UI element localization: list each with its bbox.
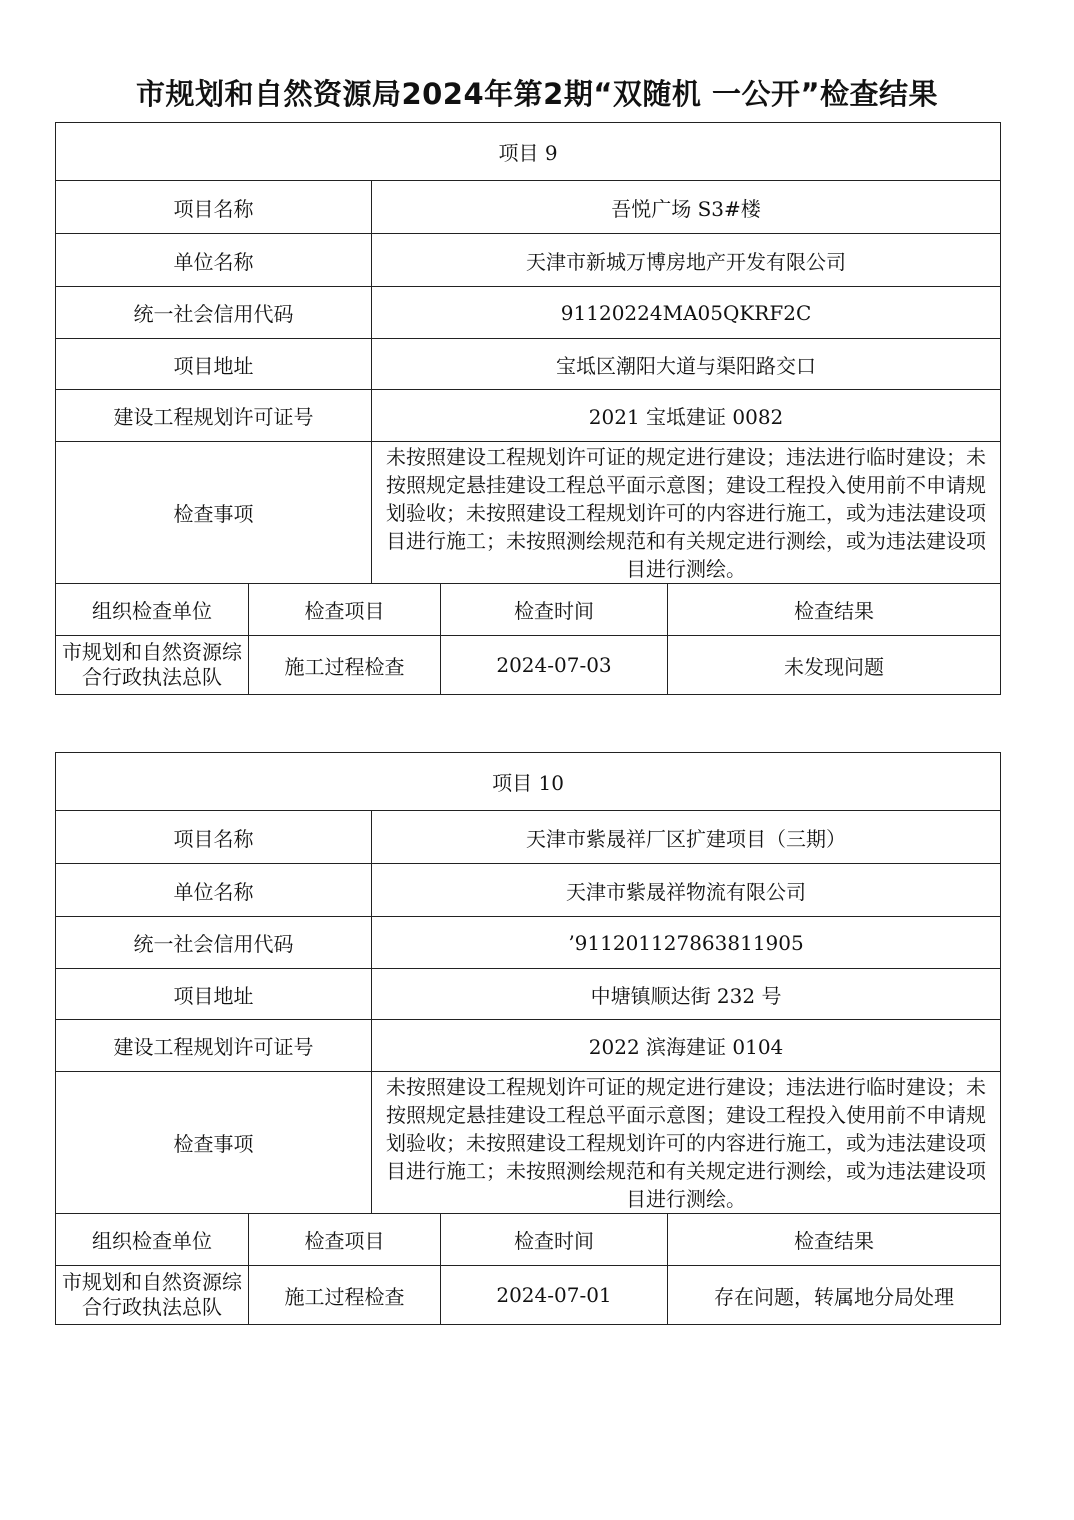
project-table-9 bbox=[55, 122, 1001, 695]
value-inspection-time: 2024-07-03 bbox=[441, 636, 668, 695]
label-credit-code: 统一社会信用代码 bbox=[56, 917, 372, 969]
label-inspection-result: 检查结果 bbox=[668, 584, 1001, 636]
value-permit-no: 2021 宝坻建证 0082 bbox=[372, 390, 1001, 442]
label-org-unit: 组织检查单位 bbox=[56, 1214, 249, 1266]
label-inspection-matters: 检查事项 bbox=[56, 1072, 372, 1214]
project-table-10 bbox=[55, 752, 1001, 1325]
label-address: 项目地址 bbox=[56, 339, 372, 390]
value-project-name: 吾悦广场 S3#楼 bbox=[372, 181, 1001, 234]
project-header: 项目 9 bbox=[56, 123, 1001, 181]
label-credit-code: 统一社会信用代码 bbox=[56, 287, 372, 339]
value-inspection-result: 未发现问题 bbox=[668, 636, 1001, 695]
value-permit-no: 2022 滨海建证 0104 bbox=[372, 1020, 1001, 1072]
value-unit-name: 天津市紫晟祥物流有限公司 bbox=[372, 864, 1001, 917]
value-org-unit: 市规划和自然资源综合行政执法总队 bbox=[56, 636, 249, 695]
label-project-name: 项目名称 bbox=[56, 181, 372, 234]
page-title: 市规划和自然资源局2024年第2期“双随机 一公开”检查结果 bbox=[135, 77, 939, 111]
label-unit-name: 单位名称 bbox=[56, 234, 372, 287]
value-project-name: 天津市紫晟祥厂区扩建项目（三期） bbox=[372, 811, 1001, 864]
label-org-unit: 组织检查单位 bbox=[56, 584, 249, 636]
value-address: 宝坻区潮阳大道与渠阳路交口 bbox=[372, 339, 1001, 390]
value-inspection-result: 存在问题，转属地分局处理 bbox=[668, 1266, 1001, 1325]
project-header: 项目 10 bbox=[56, 753, 1001, 811]
label-inspection-matters: 检查事项 bbox=[56, 442, 372, 584]
value-address: 中塘镇顺达街 232 号 bbox=[372, 969, 1001, 1020]
label-inspection-time: 检查时间 bbox=[441, 584, 668, 636]
value-credit-code: 91120224MA05QKRF2C bbox=[372, 287, 1001, 339]
label-permit-no: 建设工程规划许可证号 bbox=[56, 1020, 372, 1072]
value-inspection-matters: 未按照建设工程规划许可证的规定进行建设；违法进行临时建设；未按照规定悬挂建设工程总平面示意图；建设工程投入使用前不申请规划验收；未按照建设工程规划许可的内容进行施工，或为违法建设项目进行施工；未按照测绘规范和有关规定进行测绘，或为违法建设项目进行测绘。 bbox=[372, 442, 1001, 584]
value-inspection-matters: 未按照建设工程规划许可证的规定进行建设；违法进行临时建设；未按照规定悬挂建设工程总平面示意图；建设工程投入使用前不申请规划验收；未按照建设工程规划许可的内容进行施工，或为违法建设项目进行施工；未按照测绘规范和有关规定进行测绘，或为违法建设项目进行测绘。 bbox=[372, 1072, 1001, 1214]
label-inspection-item: 检查项目 bbox=[249, 584, 441, 636]
label-project-name: 项目名称 bbox=[56, 811, 372, 864]
label-permit-no: 建设工程规划许可证号 bbox=[56, 390, 372, 442]
value-inspection-item: 施工过程检查 bbox=[249, 1266, 441, 1325]
label-unit-name: 单位名称 bbox=[56, 864, 372, 917]
value-org-unit: 市规划和自然资源综合行政执法总队 bbox=[56, 1266, 249, 1325]
label-address: 项目地址 bbox=[56, 969, 372, 1020]
label-inspection-result: 检查结果 bbox=[668, 1214, 1001, 1266]
label-inspection-item: 检查项目 bbox=[249, 1214, 441, 1266]
value-unit-name: 天津市新城万博房地产开发有限公司 bbox=[372, 234, 1001, 287]
label-inspection-time: 检查时间 bbox=[441, 1214, 668, 1266]
value-credit-code: ’911201127863811905 bbox=[372, 917, 1001, 969]
value-inspection-item: 施工过程检查 bbox=[249, 636, 441, 695]
value-inspection-time: 2024-07-01 bbox=[441, 1266, 668, 1325]
